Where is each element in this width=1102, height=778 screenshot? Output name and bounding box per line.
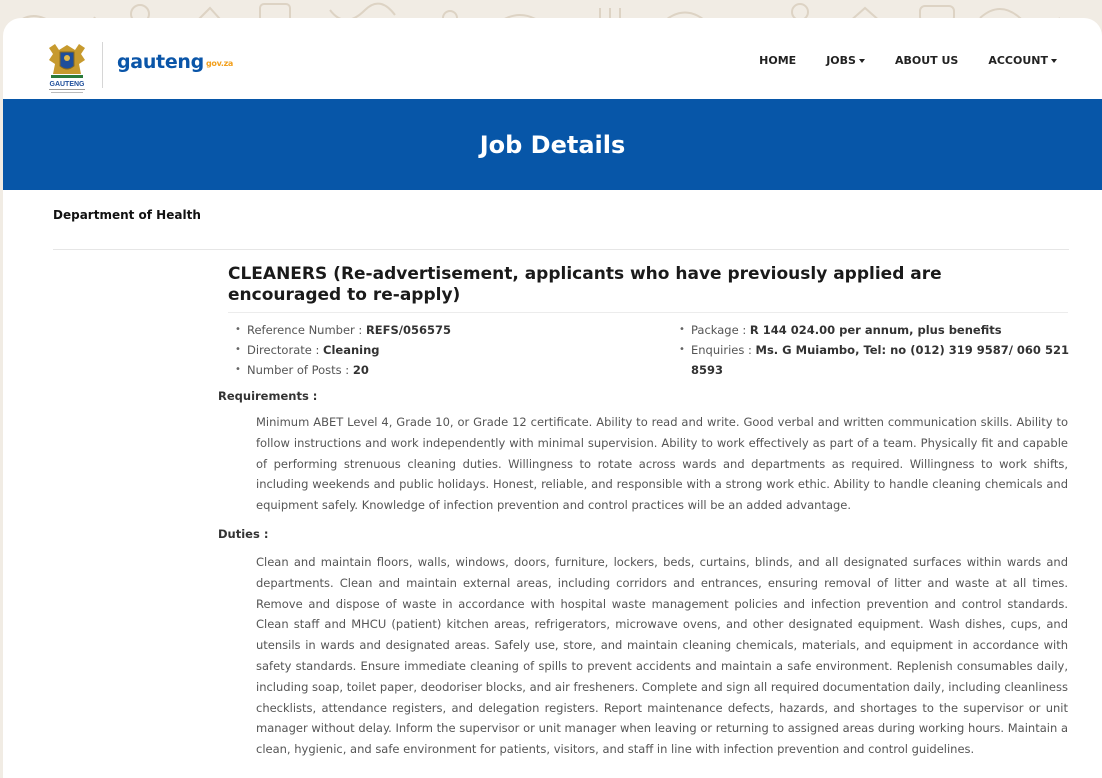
department-name: Department of Health	[53, 208, 201, 222]
detail-label: Number of Posts :	[247, 363, 350, 377]
nav-about-us[interactable]	[895, 54, 958, 67]
detail-label: Package :	[691, 323, 747, 337]
brand-logo[interactable]	[117, 51, 233, 73]
job-details-left	[233, 320, 653, 380]
caret-down-icon	[1051, 59, 1057, 63]
nav-about-label: ABOUT US	[894, 54, 959, 67]
brand-name: gauteng	[117, 51, 204, 73]
crest-label: GAUTENG	[49, 81, 85, 88]
requirements-heading: Requirements :	[218, 389, 318, 403]
detail-number-of-posts	[233, 360, 653, 380]
detail-reference-number	[233, 320, 653, 340]
requirements-text: Minimum ABET Level 4, Grade 10, or Grade 12 certificate. Ability to read and write. Good verbal and written communication skills. Ability to follow instructions and work independently with minimal supervision. Ability to work effectively as part of a team. Physically fit and capable of performing strenuous cleaning duties. Willingness to rotate across wards and departments as required. Willingness to work shifts, including weekends and public holidays. Honest, reliable, and responsible with a strong work ethic. Ability to handle cleaning chemicals and equipment safely. Knowledge of infection prevention and control practices will be an added advantage.	[256, 415, 1068, 513]
page-banner	[3, 99, 1102, 190]
nav-jobs[interactable]	[826, 54, 865, 67]
brand-suffix: gov.za	[205, 59, 234, 68]
nav-account[interactable]	[988, 54, 1057, 67]
detail-package	[677, 320, 1077, 340]
detail-label: Reference Number :	[247, 323, 363, 337]
nav-home[interactable]	[759, 54, 796, 67]
job-title: CLEANERS (Re-advertisement, applicants who have previously applied are encouraged to re-apply)	[228, 264, 942, 305]
job-details-right	[677, 320, 1077, 380]
nav-home-label: HOME	[759, 54, 797, 67]
caret-down-icon	[859, 59, 865, 63]
site-header	[3, 18, 1102, 99]
detail-label: Enquiries :	[691, 343, 752, 357]
detail-label: Directorate :	[247, 343, 320, 357]
nav-jobs-label: JOBS	[826, 54, 856, 67]
detail-value: REFS/056575	[365, 323, 452, 337]
detail-value: 20	[352, 363, 369, 377]
divider	[228, 312, 1068, 313]
detail-value: Cleaning	[323, 343, 380, 357]
detail-directorate	[233, 340, 653, 360]
page-title: Job Details	[479, 130, 626, 159]
logo-divider	[102, 42, 103, 88]
detail-value: Ms. G Muiambo, Tel: no (012) 319 9587/ 060 521 8593	[691, 343, 1069, 377]
duties-text: Clean and maintain floors, walls, windows, doors, furniture, lockers, beds, curtains, blinds, and all designated surfaces within wards and departments. Clean and maintain external areas, including corridors and entrances, ensuring removal of litter and waste at all times. Remove and dispose of waste in accordance with hospital waste management policies and infection prevention and control standards. Clean staff and MHCU (patient) kitchen areas, refrigerators, microwave ovens, and other designated equipment. Wash dishes, cups, and utensils in wards and designated areas. Safely use, store, and maintain cleaning chemicals, materials, and equipment in accordance with safety standards. Ensure immediate cleaning of spills to prevent accidents and maintain a safe environment. Replenish consumables daily, including soap, toilet paper, deodoriser blocks, and air fresheners. Complete and sign all required documentation daily, including cleanliness checklists, attendance registers, and delegation registers. Report maintenance defects, hazards, and shortages to the supervisor or unit manager without delay. Inform the supervisor or unit manager when leaving or returning to assigned areas during working hours. Maintain a clean, hygienic, and safe environment for patients, visitors, and staff in line with infection prevention and control guidelines.	[256, 555, 1068, 757]
detail-enquiries	[677, 340, 1077, 380]
gauteng-crest-logo[interactable]	[43, 42, 91, 96]
page-card	[3, 18, 1102, 778]
divider	[53, 249, 1069, 250]
detail-value: R 144 024.00 per annum, plus benefits	[749, 323, 1002, 337]
main-nav	[729, 54, 1057, 67]
duties-heading: Duties :	[218, 527, 269, 541]
nav-account-label: ACCOUNT	[988, 54, 1048, 67]
